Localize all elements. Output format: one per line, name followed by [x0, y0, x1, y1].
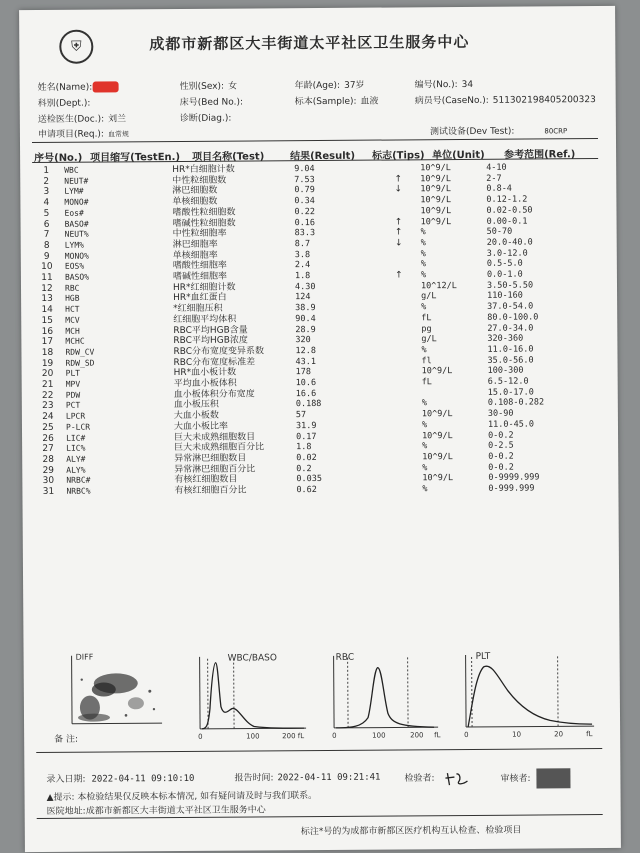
plt-tick-20: 20: [554, 730, 564, 739]
row-abbr: BASO#: [64, 219, 89, 229]
row-result: 0.17: [296, 431, 317, 442]
row-unit: %: [422, 441, 428, 452]
report-title: 成都市新都区大丰街道太平社区卫生服务中心: [149, 32, 470, 54]
row-no: 9: [43, 251, 50, 262]
row-no: 30: [42, 476, 55, 487]
row-no: 24: [42, 412, 54, 423]
row-name: 巨大未成熟细胞百分比: [174, 442, 265, 454]
row-tip: [377, 345, 421, 356]
row-unit: g/L: [421, 291, 437, 302]
row-name: 嗜酸性细胞率: [172, 260, 227, 272]
plt-tick-10: 10: [512, 730, 522, 739]
row-tip: [377, 313, 421, 324]
row-unit: 10^9/L: [421, 409, 453, 420]
row-unit: 10^9/L: [420, 163, 451, 174]
row-no: 28: [42, 454, 54, 465]
rbc-tick-unit: fL: [434, 731, 441, 740]
row-result: 16.6: [295, 388, 317, 399]
row-unit: %: [420, 270, 427, 281]
row-ref: 0-0.2: [488, 451, 514, 462]
row-tip: [377, 292, 421, 303]
row-no: 26: [42, 433, 54, 444]
row-ref: 0-0.2: [488, 430, 514, 441]
row-result: 0.188: [295, 399, 322, 410]
row-name: 单核细胞数: [172, 196, 218, 208]
row-abbr: MONO%: [64, 251, 89, 261]
row-ref: 0-999.999: [488, 483, 535, 494]
row-result: 0.34: [294, 196, 315, 207]
col-ref: 参考范围(Ref.): [504, 149, 576, 161]
row-result: 10.6: [295, 378, 317, 389]
hint-text: ▲提示: 本检验结果仅反映本标本情况, 如有疑问请及时与我们联系。: [46, 791, 318, 803]
row-tip: [377, 356, 421, 367]
row-tip: ↑: [394, 174, 403, 185]
row-ref: 100-300: [487, 365, 524, 377]
row-result: 1.8: [296, 442, 312, 453]
row-name: RBC分布宽度标准差: [173, 357, 256, 368]
row-tip: [378, 442, 422, 453]
row-result: 83.3: [294, 228, 316, 239]
row-name: 平均血小板体积: [173, 378, 237, 390]
row-name: 嗜酸性粒细胞数: [172, 207, 236, 218]
row-abbr: MCV: [65, 315, 80, 325]
row-ref: 0.8-4: [486, 184, 512, 195]
row-unit: fL: [421, 313, 432, 324]
row-tip: [377, 335, 421, 346]
row-unit: 10^9/L: [422, 473, 454, 484]
row-name: 红细胞平均体积: [173, 314, 237, 325]
row-tip: [377, 324, 421, 335]
row-result: 178: [295, 367, 311, 378]
row-abbr: RBC: [64, 283, 80, 293]
report-time: 报告时间: 2022-04-11 09:21:41: [234, 772, 381, 784]
row-unit: 10^9/L: [420, 205, 452, 217]
row-result: 124: [295, 292, 311, 303]
row-tip: ↓: [394, 184, 403, 195]
row-ref: 35.0-56.0: [487, 355, 534, 366]
row-tip: [376, 195, 420, 206]
row-no: 27: [42, 444, 54, 455]
row-result: 0.22: [294, 206, 316, 217]
row-result: 9.04: [294, 164, 315, 175]
rbc-tick-100: 100: [372, 731, 386, 740]
row-result: 43.1: [295, 356, 317, 367]
row-abbr: HGB: [65, 294, 80, 304]
row-result: 0.02: [296, 453, 317, 464]
hospital-logo: ⛨: [59, 30, 93, 64]
row-ref: 80.0-100.0: [487, 312, 539, 323]
row-no: 6: [43, 219, 50, 230]
row-unit: 10^9/L: [420, 184, 452, 195]
row-name: HR*红细胞计数: [172, 282, 236, 293]
row-abbr: MPV: [65, 379, 81, 389]
row-result: 57: [295, 410, 307, 421]
row-unit: 10^12/L: [420, 280, 457, 292]
row-tip: [378, 420, 422, 431]
row-abbr: RDW_CV: [65, 347, 95, 357]
row-name: 中性粒细胞率: [172, 228, 227, 240]
row-abbr: MCH: [65, 326, 80, 336]
row-no: 20: [41, 369, 54, 380]
row-name: 异常淋巴细胞百分比: [174, 464, 256, 475]
row-abbr: EOS%: [64, 261, 85, 272]
row-no: 7: [43, 230, 50, 241]
row-ref: 3.0-12.0: [486, 248, 528, 259]
row-abbr: P-LCR: [65, 422, 91, 432]
row-no: 1: [43, 165, 50, 176]
row-name: RBC分布宽度变异系数: [173, 346, 265, 357]
row-ref: 3.50-5.50: [486, 280, 534, 291]
row-unit: %: [421, 302, 427, 313]
row-unit: g/L: [421, 334, 437, 345]
results-table: [34, 162, 578, 498]
patient-age: 年龄(Age): 37岁: [294, 80, 365, 92]
row-no: 14: [41, 305, 53, 316]
row-result: 90.4: [295, 313, 316, 325]
row-abbr: MCHC: [65, 336, 85, 347]
tester: 检验者:: [404, 769, 471, 787]
row-tip: [377, 302, 421, 313]
row-unit: 10^9/L: [422, 452, 453, 463]
row-name: 单核细胞率: [172, 250, 218, 261]
row-ref: 11.0-45.0: [487, 419, 535, 430]
plt-label: PLT: [475, 651, 491, 662]
row-result: 0.2: [296, 463, 312, 474]
row-name: 嗜碱性粒细胞数: [172, 218, 236, 229]
row-abbr: NEUT%: [64, 229, 89, 239]
row-result: 28.9: [295, 324, 316, 335]
row-no: 31: [42, 486, 55, 498]
row-no: 5: [43, 208, 50, 219]
tester-signature: [443, 769, 471, 787]
row-no: 22: [41, 390, 54, 401]
requested-test: 申请项目(Req.): 血常规: [37, 129, 129, 140]
row-result: 1.8: [294, 271, 311, 282]
row-name: 大血小板比率: [173, 421, 229, 432]
reviewer: 审核者:: [500, 768, 570, 788]
row-abbr: MONO#: [64, 197, 89, 207]
row-tip: [378, 463, 422, 474]
row-name: 异常淋巴细胞数目: [174, 453, 247, 465]
row-unit: 10^9/L: [420, 173, 452, 184]
row-abbr: NRBC%: [66, 486, 91, 496]
row-ref: 50-70: [486, 226, 513, 238]
row-no: 16: [41, 326, 54, 337]
row-result: 38.9: [295, 303, 316, 314]
lab-report-sheet: [19, 6, 621, 852]
reviewer-signature-redacted: [536, 768, 570, 788]
row-no: 8: [43, 240, 50, 251]
case-number: 病员号(CaseNo.): 511302198405200323: [414, 95, 596, 107]
rbc-tick-0: 0: [332, 731, 337, 740]
row-no: 23: [42, 401, 54, 412]
row-abbr: NRBC#: [66, 475, 91, 486]
row-ref: 0.0-1.0: [486, 269, 523, 280]
row-result: 3.8: [294, 249, 311, 260]
row-unit: %: [421, 420, 428, 431]
row-name: HR*血小板计数: [173, 367, 237, 379]
row-abbr: PDW: [65, 390, 81, 400]
wbc-baso-histogram: [184, 648, 315, 741]
row-abbr: WBC: [64, 165, 79, 175]
row-tip: [378, 484, 422, 495]
row-unit: [422, 388, 488, 399]
patient-sex: 性别(Sex): 女: [179, 81, 238, 92]
row-no: 25: [42, 422, 54, 433]
row-ref: 2-7: [486, 173, 502, 184]
row-no: 3: [43, 187, 50, 198]
row-ref: 6.5-12.0: [487, 376, 529, 387]
row-result: 2.4: [294, 260, 311, 271]
row-name: 淋巴细胞率: [172, 239, 218, 250]
row-unit: fL: [421, 377, 432, 388]
row-result: 12.8: [295, 345, 316, 357]
row-name: RBC平均HGB含量: [173, 325, 248, 336]
row-name: 中性粒细胞数: [172, 175, 227, 186]
row-tip: [378, 367, 422, 378]
row-no: 12: [41, 283, 53, 294]
plt-tick-unit: fL: [586, 730, 593, 739]
rbc-histogram: [322, 647, 453, 740]
sending-doctor: 送检医生(Doc.): 刘兰: [37, 114, 127, 125]
diff-scatter-plot: [54, 649, 165, 730]
col-no: 序号(No.): [34, 152, 83, 164]
row-ref: 15.0-17.0: [487, 387, 534, 398]
row-result: 320: [295, 335, 311, 346]
entry-date: 录入日期: 2022-04-11 09:10:10: [46, 773, 195, 785]
row-unit: 10^9/L: [422, 430, 453, 441]
remarks-label: 备 注:: [54, 734, 79, 745]
row-result: 0.79: [294, 185, 315, 196]
row-unit: %: [422, 462, 428, 473]
row-abbr: LIC#: [66, 433, 86, 443]
row-abbr: RDW_SD: [65, 358, 95, 368]
row-result: 8.7: [294, 238, 311, 250]
row-tip: ↑: [394, 216, 403, 227]
row-name: HR*血红蛋白: [173, 293, 227, 304]
row-abbr: LYM#: [64, 187, 84, 197]
row-name: 巨大未成熟细胞数目: [174, 432, 256, 443]
row-tip: [378, 399, 422, 410]
row-tip: ↑: [395, 270, 403, 281]
sample-type: 标本(Sample): 血液: [294, 96, 379, 108]
rbc-label: RBC: [335, 652, 355, 663]
row-name: HR*白细胞计数: [172, 164, 235, 176]
row-ref: 110-160: [487, 291, 523, 302]
row-tip: ↓: [394, 238, 403, 249]
row-unit: %: [420, 259, 427, 270]
diagnosis: 诊断(Diag.):: [179, 113, 232, 124]
row-ref: 0-2.5: [488, 440, 514, 452]
plt-histogram: [454, 646, 605, 739]
row-no: 29: [42, 465, 55, 476]
row-name: 血小板体积分布宽度: [173, 389, 255, 400]
department: 科别(Dept.):: [37, 98, 91, 109]
row-no: 2: [43, 176, 50, 187]
row-ref: 0.108-0.282: [487, 397, 545, 409]
row-result: 31.9: [295, 420, 317, 432]
row-abbr: NEUT#: [64, 176, 89, 186]
row-abbr: HCT: [65, 304, 80, 314]
row-result: 7.53: [294, 174, 315, 185]
report-number: 编号(No.): 34: [414, 79, 474, 91]
col-result: 结果(Result): [290, 150, 356, 163]
test-device: 测试设备(Dev Test): 80CRP: [429, 126, 568, 138]
row-no: 18: [41, 347, 54, 358]
row-tip: [377, 260, 421, 271]
row-abbr: ALY%: [66, 465, 86, 475]
row-tip: ↑: [394, 227, 403, 238]
row-result: 0.035: [296, 474, 322, 485]
row-result: 0.62: [296, 485, 317, 496]
row-abbr: LYM%: [64, 240, 85, 250]
hospital-address: 医院地址:成都市新都区大丰街道太平社区卫生服务中心: [46, 805, 266, 817]
row-unit: %: [420, 227, 426, 238]
row-name: 嗜碱性细胞率: [172, 271, 227, 283]
redacted-name: [92, 81, 118, 92]
row-name: 有核红细胞数目: [174, 474, 238, 486]
row-ref: 0-0.2: [488, 462, 514, 473]
row-no: 15: [41, 315, 53, 326]
row-unit: fl: [421, 355, 432, 366]
row-tip: [378, 409, 422, 420]
row-tip: [378, 388, 422, 399]
wbc-tick-100: 100: [246, 732, 260, 741]
col-name: 项目名称(Test): [192, 151, 265, 163]
row-no: 19: [41, 358, 54, 369]
row-unit: %: [421, 398, 427, 409]
row-abbr: LIC%: [66, 443, 86, 454]
row-name: 大血小板数: [173, 410, 219, 422]
row-unit: %: [420, 248, 426, 259]
row-abbr: BASO%: [64, 272, 90, 282]
row-ref: 20.0-40.0: [486, 237, 533, 248]
row-ref: 0.00-0.1: [486, 216, 528, 227]
row-unit: %: [420, 238, 426, 249]
row-unit: %: [422, 484, 428, 495]
row-name: 血小板压积: [173, 400, 219, 411]
row-ref: 0.12-1.2: [486, 194, 528, 205]
row-abbr: Eos#: [64, 208, 84, 218]
row-no: 4: [43, 197, 50, 209]
col-tips: 标志(Tips): [372, 150, 425, 162]
row-unit: 10^9/L: [420, 195, 452, 206]
row-unit: 10^9/L: [421, 366, 453, 377]
row-tip: [376, 163, 420, 174]
row-tip: [377, 281, 421, 292]
row-ref: 37.0-54.0: [487, 301, 534, 312]
row-tip: [378, 474, 422, 485]
plt-tick-0: 0: [464, 730, 469, 740]
row-abbr: PLT: [65, 369, 81, 379]
row-name: RBC平均HGB浓度: [173, 335, 248, 347]
footer-divider-top: [36, 748, 602, 753]
row-tip: [378, 452, 422, 463]
row-ref: 320-360: [487, 333, 524, 345]
row-ref: 30-90: [487, 408, 514, 419]
wbc-tick-0: 0: [198, 732, 203, 741]
row-ref: 0-9999.999: [488, 472, 540, 484]
wbc-tick-200: 200 fL: [282, 732, 305, 741]
row-name: 淋巴细胞数: [172, 186, 218, 197]
row-ref: 27.0-34.0: [487, 323, 534, 334]
row-ref: 0.02-0.50: [486, 205, 533, 216]
mutual-recognition-note: 标注*号的为成都市新都区医疗机构互认检查、检验项目: [300, 825, 522, 838]
row-tip: [377, 249, 421, 260]
diff-label: DIFF: [75, 652, 94, 662]
bed-number: 床号(Bed No.):: [179, 97, 244, 108]
row-no: 10: [41, 262, 53, 273]
row-ref: 4-10: [486, 162, 507, 173]
col-unit: 单位(Unit): [432, 149, 485, 162]
row-tip: [378, 431, 422, 442]
row-ref: 0.5-5.0: [486, 258, 523, 270]
row-no: 11: [41, 272, 53, 283]
row-no: 13: [41, 294, 53, 305]
row-abbr: PCT: [65, 401, 81, 411]
row-ref: 11.0-16.0: [487, 344, 534, 355]
rbc-tick-200: 200: [410, 731, 424, 740]
col-abbr: 项目缩写(TestEn.): [90, 151, 181, 164]
row-tip: [378, 377, 422, 388]
row-no: 21: [41, 379, 54, 391]
row-abbr: LPCR: [65, 411, 86, 421]
row-no: 17: [41, 337, 54, 348]
row-abbr: ALY#: [66, 454, 86, 464]
wbc-label: WBC/BASO: [227, 653, 277, 664]
row-result: 0.16: [294, 217, 316, 228]
row-name: *红细胞压积: [173, 303, 223, 315]
row-unit: %: [421, 345, 427, 356]
row-name: 有核红细胞百分比: [174, 485, 247, 497]
row-tip: [376, 206, 420, 217]
row-unit: pg: [421, 323, 432, 334]
row-unit: 10^9/L: [420, 216, 452, 227]
patient-name: 姓名(Name):: [38, 79, 119, 93]
row-result: 4.30: [294, 281, 316, 292]
